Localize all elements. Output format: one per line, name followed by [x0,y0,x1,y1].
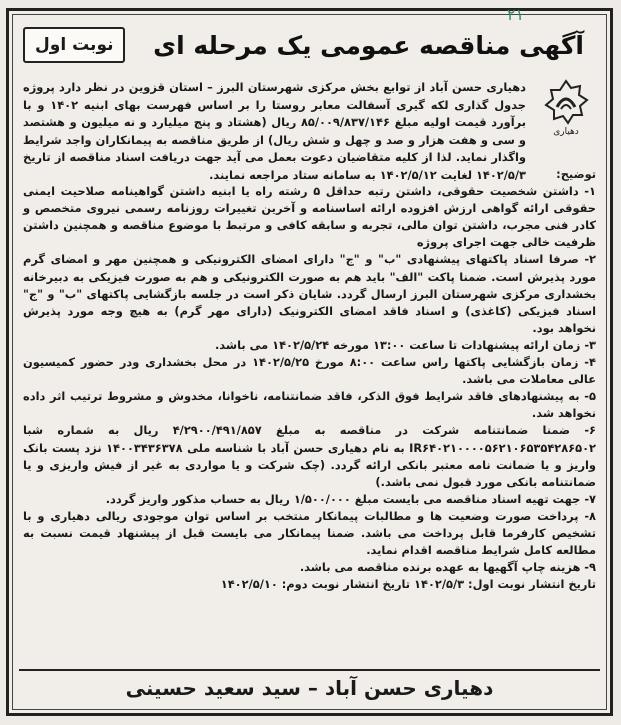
round-badge: نوبت اول [23,27,125,63]
intro-paragraph: دهیاری حسن آباد از توابع بخش مرکزی شهرستان البرز – استان قزوین در نظر دارد پروژه جدول گذاری لکه گیری آسفالت معابر روستا را بر اساس فهرست بهای ابنیه ۱۴۰۲ و با برآورد قیمت اولیه مبلغ ۸۵/۰۰۹/۸۳۷/۱۴۶ ریال (هشتاد و پنج میلیارد و نه میلیون و هشتصد و سی و هفت هزار و صد و چهل و شش ریال) از طریق مناقصه به پیمانکاران واجد شرایط واگذار نماید. لذا از کلیه متقاضیان دعوت بعمل می آید جهت دریافت اسناد مناقصه از تاریخ ۱۴۰۲/۵/۳ لغایت ۱۴۰۲/۵/۱۲ به سامانه ستاد مراجعه نمایند. [23,80,526,182]
term-item-8: ۸- پرداخت صورت وضعیت ها و مطالبات پیمانکار منتخب بر اساس توان موجودی ریالی دهیاری و با تشخیص کارفرما قابل پرداخت می باشد. ضمنا پیمانکار می بایست قبل از پیشنهاد قیمت نسبت به مطالعه کامل شرایط مناقصه اقدام نماید. [23,508,596,558]
terms-section [23,166,596,593]
dehyari-emblem-icon [543,79,589,125]
term-item-9: ۹- هزینه چاپ آگهیها به عهده برنده مناقصه می باشد. [299,560,596,575]
term-item-1: ۱- داشتن شخصیت حقوقی، داشتن رتبه حداقل ۵ رشته راه یا ابنیه داشتن گواهینامه صلاحیت ایمنی حقوقی ارائه گواهی ارزش افزوده ارائه اساسنامه و آخرین تغییرات روزنامه رسمی نیروی متخصص و کادر فنی مجرب، داشتن توان مالی، تجربه و سابقه کافی و مرتبط با موضوع مناقصه و همچنین داشتن ظرفیت خالی جهت اجرای پروژه [23,184,596,250]
term-item-7: ۷- جهت تهیه اسناد مناقصه می بایست مبلغ ۱/۵۰۰/۰۰۰ ریال به حساب مذکور واریز گردد. [105,491,596,506]
term-item-4: ۴- زمان بازگشایی پاکتها راس ساعت ۸:۰۰ مورخ ۱۴۰۲/۵/۲۵ در محل بخشداری ودر حضور کمیسیون عالی معاملات می باشد. [23,355,596,387]
corner-mark: ۲۱ [506,5,524,24]
signatory: دهیاری حسن آباد – سید سعید حسینی [125,676,494,700]
publish-dates: تاریخ انتشار نوبت اول: ۱۴۰۲/۵/۳ تاریخ انتشار نوبت دوم: ۱۴۰۲/۵/۱۰ [220,577,596,592]
notes-heading: توضیح: [556,167,596,181]
signature-footer [19,669,600,705]
term-item-3: ۳- زمان ارائه پیشنهادات تا ساعت ۱۳:۰۰ مورخه ۱۴۰۲/۵/۲۴ می باشد. [214,337,596,352]
term-item-5: ۵- به پیشنهادهای فاقد شرایط فوق الذکر، فاقد ضمانتنامه، ناخوانا، مخدوش و مشروط ترتیب اثر داده نخواهد شد. [23,389,596,421]
term-item-2: ۲- صرفا اسناد پاکتهای پیشنهادی "ب" و "ج" دارای امضای الکترونیکی و همچنین مهر و امضای گرم مورد پذیرش است. ضمنا پاکت "الف" باید هم به صورت الکترونیکی و هم به صورت فیزیکی به دبیرخانه بخشداری مرکزی شهرستان البرز ارسال گردد. شایان ذکر است در جلسه بازگشایی پاکتهای "ب" و "ج" اسناد فیزیکی (کاغذی) و اسناد فاقد امضای الکترونیک (دارای مهر گرم) به هیچ وجه مورد پذیرش نخواهد بود. [23,252,596,335]
advertisement-frame [6,5,613,716]
header [17,17,602,73]
page-title: آگهی مناقصه عمومی یک مرحله ای [153,30,584,60]
logo-caption: دهیاری [553,127,579,137]
dehyari-logo [536,79,596,159]
term-item-6: ۶- ضمنا ضمانتنامه شرکت در مناقصه به مبلغ ۴/۲۹۰۰/۴۹۱/۸۵۷ ریال به شماره شبا IR۶۴۰۲۱۰۰۰۰۵۶۲۱۰۶۵۳۵۴۲۸۶۵۰۲ به نام دهیاری حسن آباد با شناسه ملی ۱۴۰۰۳۴۳۶۳۷۸ نزد پست بانک واریز و یا ضمانت نامه معتبر بانکی ارائه گردد. (چک شرکت و یا مواردی به غیر از فیش واریزی و یا ضمانتنامه بانکی مورد قبول نمی باشد.) [23,423,596,489]
